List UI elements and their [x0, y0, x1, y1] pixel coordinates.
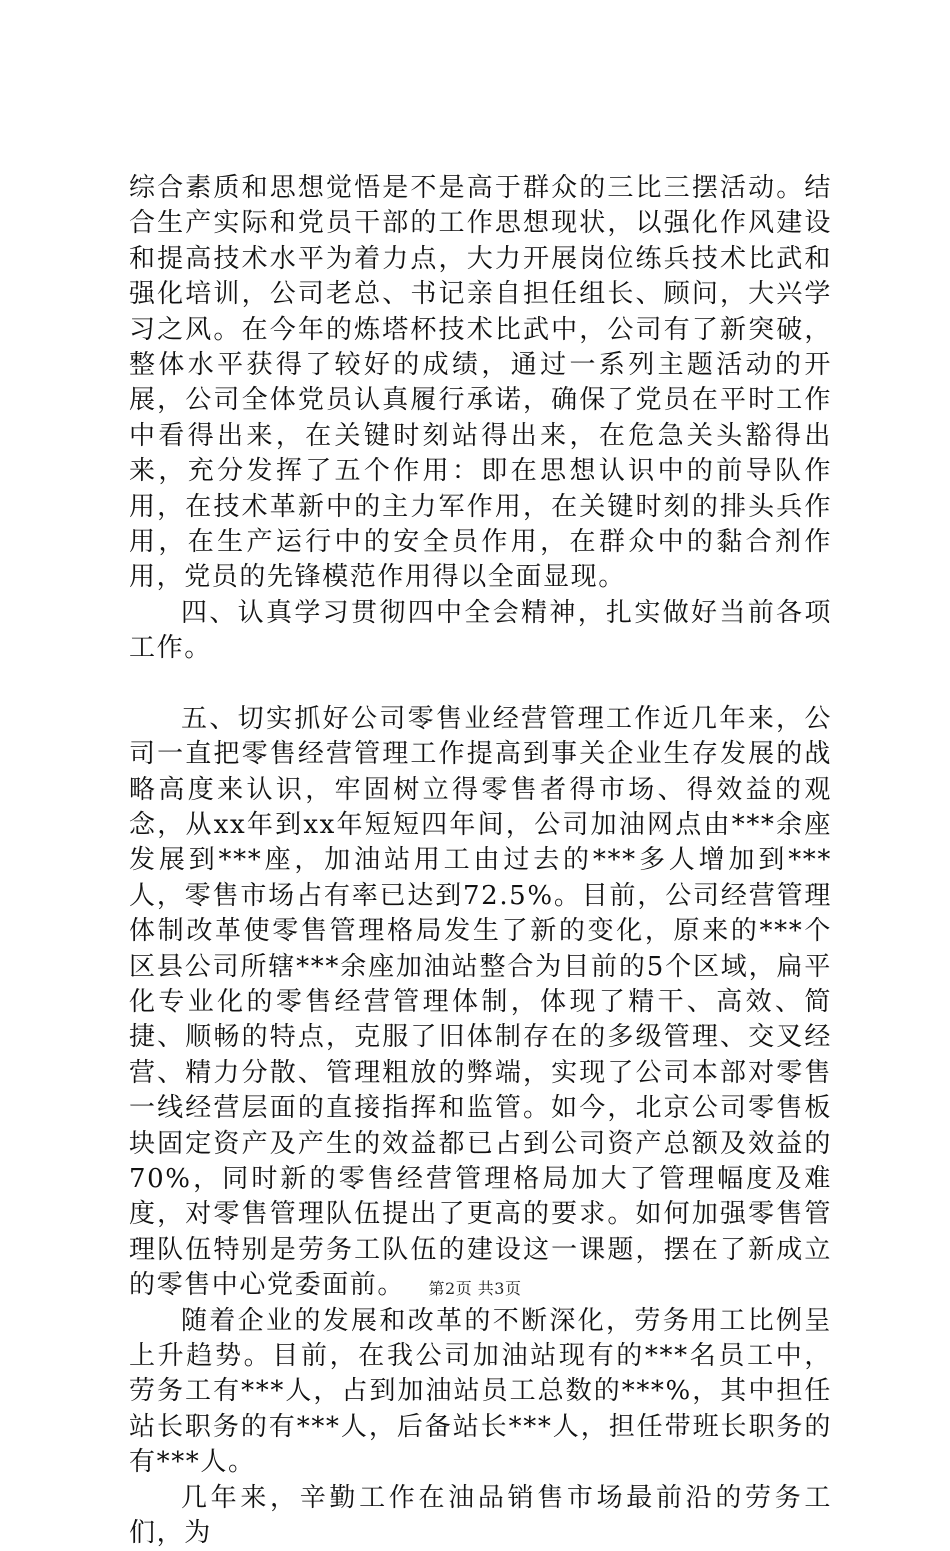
paragraph-section-five: 五、切实抓好公司零售业经营管理工作近几年来，公司一直把零售经营管理工作提高到事关企业生存发展的战略高度来认识，牢固树立得零售者得市场、得效益的观念，从xx年到xx年短短四年间，公司加油网点由***余座发展到***座，加油站用工由过去的***多人增加到***人，零售市场占有率已达到72.5%。目前，公司经营管理体制改革使零售管理格局发生了新的变化，原来的***个区县公司所辖***余座加油站整合为目前的5个区域，扁平化专业化的零售经营管理体制，体现了精干、高效、简捷、顺畅的特点，克服了旧体制存在的多级管理、交叉经营、精力分散、管理粗放的弊端，实现了公司本部对零售一线经营层面的直接指挥和监管。如今，北京公司零售板块固定资产及产生的效益都已占到公司资产总额及效益的70%，同时新的零售经营管理格局加大了管理幅度及难度，对零售管理队伍提出了更高的要求。如何加强零售管理队伍特别是劳务工队伍的建设这一课题，摆在了新成立的零售中心党委面前。	[129, 703, 832, 1301]
paragraph-continuation: 综合素质和思想觉悟是不是高于群众的三比三摆活动。结合生产实际和党员干部的工作思想现状，以强化作风建设和提高技术水平为着力点，大力开展岗位练兵技术比武和强化培训，公司老总、书记亲自担任组长、顾问，大兴学习之风。在今年的炼塔杯技术比武中，公司有了新突破，整体水平获得了较好的成绩，通过一系列主题活动的开展，公司全体党员认真履行承诺，确保了党员在平时工作中看得出来，在关键时刻站得出来，在危急关头豁得出来，充分发挥了五个作用：即在思想认识中的前导队作用，在技术革新中的主力军作用，在关键时刻的排头兵作用，在生产运行中的安全员作用，在群众中的黏合剂作用，党员的先锋模范作用得以全面显现。	[129, 173, 832, 593]
paragraph-section-four: 四、认真学习贯彻四中全会精神，扎实做好当前各项工作。	[129, 597, 832, 664]
paragraph-labor-workers: 几年来，辛勤工作在油品销售市场最前沿的劳务工们，为	[129, 1482, 832, 1549]
paragraph-gap	[129, 667, 832, 702]
document-body	[129, 171, 832, 1551]
page-footer: 第2页 共3页	[428, 1279, 522, 1298]
paragraph-labor-trend: 随着企业的发展和改革的不断深化，劳务用工比例呈上升趋势。目前，在我公司加油站现有的***名员工中，劳务工有***人，占到加油站员工总数的***%，其中担任站长职务的有***人，后备站长***人，担任带班长职务的有***人。	[129, 1305, 832, 1478]
